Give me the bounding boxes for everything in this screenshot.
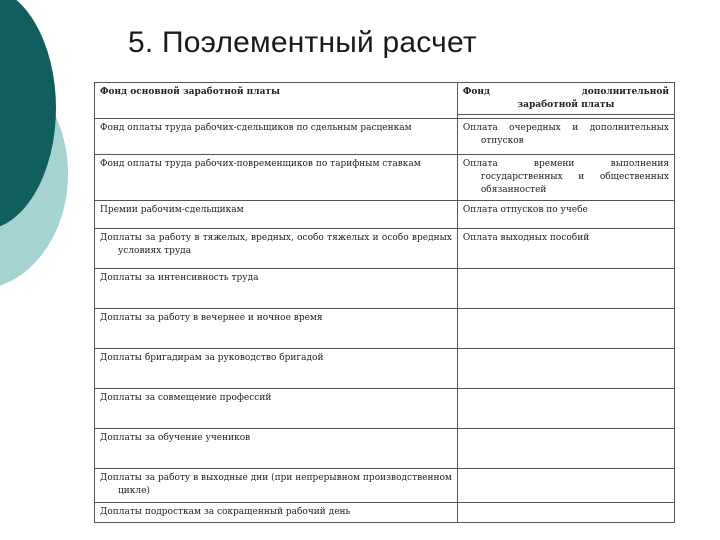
additional-fund-item: Оплата очередных и дополнительных отпусков (457, 119, 674, 155)
additional-fund-item: Оплата времени выполнения государственных и общественных обязанностей (457, 155, 674, 201)
header-additional-line1: Фонд дополнительной (462, 87, 669, 97)
additional-fund-item: Оплата отпусков по учебе (457, 201, 674, 229)
additional-fund-item (457, 349, 674, 389)
header-additional-line2: заработной платы (458, 99, 674, 115)
table-row (95, 269, 675, 309)
additional-fund-item (457, 429, 674, 469)
basic-fund-item: Доплаты за совмещение профессий (95, 389, 458, 429)
header-basic-fund: Фонд основной заработной платы (95, 83, 458, 119)
table-header-row (95, 83, 675, 119)
table-row (95, 429, 675, 469)
table-row (95, 349, 675, 389)
additional-fund-item (457, 469, 674, 503)
basic-fund-item: Доплаты бригадирам за руководство бригадой (95, 349, 458, 389)
header-additional-fund (457, 83, 674, 119)
table-row (95, 155, 675, 201)
basic-fund-item: Доплаты за обучение учеников (95, 429, 458, 469)
payroll-table (94, 82, 675, 523)
basic-fund-item: Фонд оплаты труда рабочих-сдельщиков по сдельным расценкам (95, 119, 458, 155)
table-row (95, 201, 675, 229)
table-row (95, 503, 675, 523)
table-row (95, 229, 675, 269)
basic-fund-item: Доплаты за работу в выходные дни (при непрерывном производственном цикле) (95, 469, 458, 503)
additional-fund-item (457, 309, 674, 349)
basic-fund-item: Доплаты за работу в вечернее и ночное время (95, 309, 458, 349)
basic-fund-item: Фонд оплаты труда рабочих-повременщиков по тарифным ставкам (95, 155, 458, 201)
table-row (95, 309, 675, 349)
basic-fund-item: Премии рабочим-сдельщикам (95, 201, 458, 229)
table-row (95, 389, 675, 429)
table-row (95, 469, 675, 503)
slide-title: 5. Поэлементный расчет (128, 26, 477, 59)
additional-fund-item (457, 269, 674, 309)
basic-fund-item: Доплаты за работу в тяжелых, вредных, особо тяжелых и особо вредных условиях труда (95, 229, 458, 269)
basic-fund-item: Доплаты подросткам за сокращенный рабочий день (95, 503, 458, 523)
additional-fund-item: Оплата выходных пособий (457, 229, 674, 269)
basic-fund-item: Доплаты за интенсивность труда (95, 269, 458, 309)
additional-fund-item (457, 389, 674, 429)
table-row (95, 119, 675, 155)
additional-fund-item (457, 503, 674, 523)
